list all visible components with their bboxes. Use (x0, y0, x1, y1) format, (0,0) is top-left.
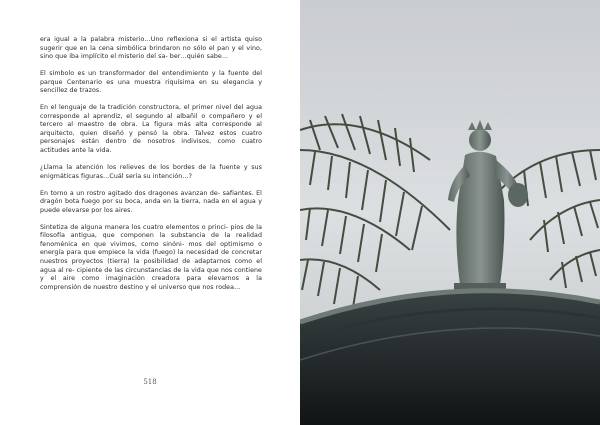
text-line: pios de la filosofía antigua, que componen la substancia (40, 223, 262, 240)
text-line: quiso sugerir que en la cena simbólica brindaron no sólo (40, 36, 262, 52)
text-line: En el lenguaje de la tradición constructora, el primer nivel (40, 104, 232, 112)
fountain-statue-photo (300, 0, 600, 425)
text-line: más alta corresponde al arquitecto, quien diseñó y pensó (40, 121, 262, 137)
text-line: Sintetiza de alguna manera los cuatro elementos o princi- (40, 223, 229, 231)
paragraph (40, 224, 262, 292)
text-line: ber…quién sabe… (169, 53, 229, 61)
paragraph (40, 36, 262, 62)
fountain-basin (300, 289, 600, 425)
text-line: ¿Llama la atención los relieves de los bordes de la fuente (40, 164, 241, 172)
text-line: de la realidad fenoménica en que vivimos, como sinóni- (40, 232, 262, 248)
text-line: la obra. Talvez estos cuatro personajes están dentro de (40, 129, 262, 146)
text-line: safiantes. El dragón bota fuego por su boca, anda en la (40, 189, 262, 206)
text-line: cipiente de las circunstancias de la vida que nos contiene (76, 266, 262, 274)
text-line: era igual a la palabra misterio…Uno reflexiona si el artista (40, 36, 242, 43)
text-line: o compañero y el tercero al maestro de obra. La figura (40, 112, 262, 129)
text-line: y el aire como imaginación creadora para elevarnos a (40, 275, 250, 283)
page-number: 518 (143, 378, 157, 386)
paragraph (40, 104, 262, 155)
text-line: mos del optimismo o energía para que empiece la vida (40, 240, 262, 257)
paragraph (40, 70, 262, 96)
text-line: rodea… (215, 283, 241, 291)
paragraph (40, 190, 262, 216)
paragraph (40, 164, 262, 181)
text-line: En torno a un rostro agitado dos dragones avanzan de- (40, 189, 221, 197)
text-line: El símbolo es un transformador del entendimiento y la (40, 70, 225, 78)
text-line: nosotros indivisos, como cuatro actitudes ante la vida. (40, 138, 262, 155)
body-text (40, 36, 262, 301)
text-line: en su elegancia y sencillez de trazos. (40, 78, 262, 95)
text-line: la comprensión de nuestro destino y el universo que nos (40, 275, 262, 291)
text-line: y sus enigmáticas figuras…Cuál sería su intención…? (40, 164, 262, 180)
right-page (300, 0, 600, 425)
text-line: (fuego) la necesidad de concretar nuestros proyectos (40, 249, 263, 265)
text-line: tierra, nada en el agua y puede elevarse por los aires. (40, 198, 262, 214)
text-line: (tierra) la posibilidad de adaptarnos como el agua al re- (40, 257, 262, 274)
text-line: fuente del parque Centenario es una muestra riquísima (40, 70, 263, 86)
text-line: del agua corresponde al aprendiz, el segundo al albañil (40, 104, 263, 120)
text-line: el pan y el vino, sino que iba implícito el misterio del sa- (40, 44, 262, 61)
